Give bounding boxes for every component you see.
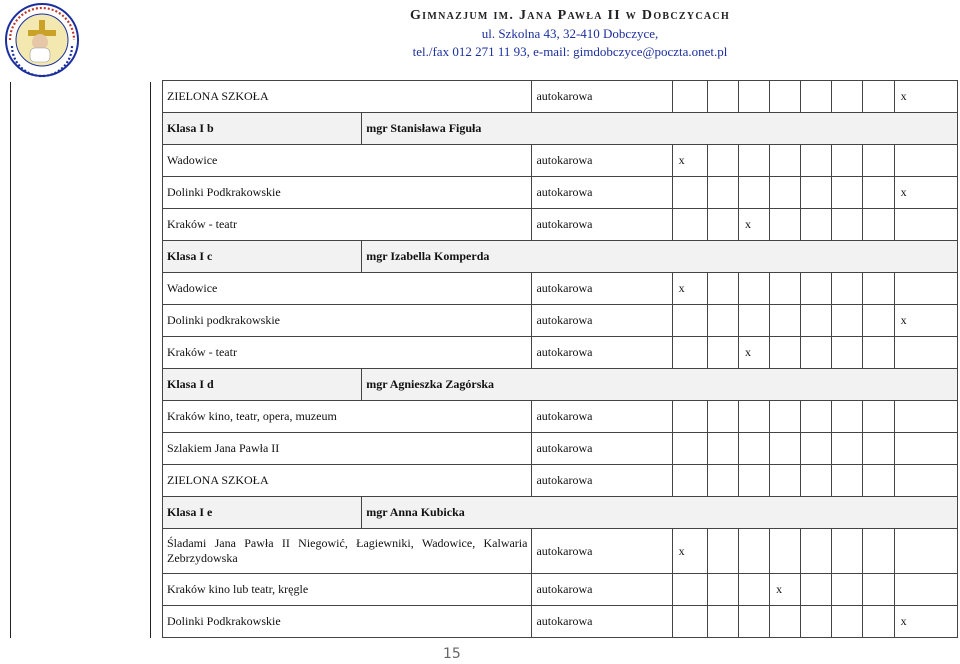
month-mark-cell: [707, 574, 738, 606]
month-mark-cell: [672, 337, 707, 369]
school-contact: tel./fax 012 271 11 93, e-mail: gimdobczyce@poczta.onet.pl: [412, 44, 728, 59]
month-mark-cell: [863, 177, 894, 209]
trip-destination: Kraków - teatr: [163, 209, 532, 241]
month-mark-cell: [801, 81, 832, 113]
class-teacher: mgr Stanisława Figuła: [362, 113, 958, 145]
month-mark-cell: [832, 433, 863, 465]
trip-row: [163, 305, 958, 337]
month-mark-cell: [738, 574, 769, 606]
month-mark-cell: [738, 401, 769, 433]
trip-transport: autokarowa: [532, 433, 672, 465]
month-mark-cell: [738, 465, 769, 497]
month-mark-cell: [863, 305, 894, 337]
trip-destination: Kraków - teatr: [163, 337, 532, 369]
trip-destination: Wadowice: [163, 145, 532, 177]
month-mark-cell: [770, 337, 801, 369]
month-mark-cell: [738, 606, 769, 638]
month-mark-cell: [707, 305, 738, 337]
month-mark-cell: [863, 145, 894, 177]
month-mark-cell: [801, 177, 832, 209]
month-mark-cell: [707, 433, 738, 465]
month-mark-cell: [863, 401, 894, 433]
month-mark-cell: [801, 305, 832, 337]
month-mark-cell: [770, 433, 801, 465]
month-mark-cell: [801, 606, 832, 638]
month-mark-cell: [894, 337, 957, 369]
month-mark-cell: [832, 401, 863, 433]
month-mark-cell: [832, 81, 863, 113]
trip-destination: Dolinki Podkrakowskie: [163, 606, 532, 638]
month-mark-cell: [894, 273, 957, 305]
trip-row: [163, 337, 958, 369]
trip-destination: ZIELONA SZKOŁA: [163, 81, 532, 113]
class-teacher: mgr Anna Kubicka: [362, 497, 958, 529]
month-mark-cell: [863, 81, 894, 113]
trip-destination: ZIELONA SZKOŁA: [163, 465, 532, 497]
month-mark-cell: [738, 145, 769, 177]
trip-row: [163, 273, 958, 305]
trip-destination: Kraków kino lub teatr, kręgle: [163, 574, 532, 606]
month-mark-cell: x: [894, 305, 957, 337]
month-mark-cell: [863, 337, 894, 369]
month-mark-cell: [770, 177, 801, 209]
month-mark-cell: [801, 273, 832, 305]
class-header-row: [163, 497, 958, 529]
margin-rule: [10, 82, 11, 638]
month-mark-cell: [832, 209, 863, 241]
month-mark-cell: [770, 401, 801, 433]
month-mark-cell: x: [894, 177, 957, 209]
trip-transport: autokarowa: [532, 401, 672, 433]
trip-transport: autokarowa: [532, 574, 672, 606]
month-mark-cell: [832, 145, 863, 177]
month-mark-cell: [672, 465, 707, 497]
month-mark-cell: x: [738, 209, 769, 241]
month-mark-cell: [832, 337, 863, 369]
month-mark-cell: [770, 305, 801, 337]
month-mark-cell: [832, 177, 863, 209]
month-mark-cell: [738, 81, 769, 113]
trip-transport: autokarowa: [532, 177, 672, 209]
class-teacher: mgr Izabella Komperda: [362, 241, 958, 273]
month-mark-cell: [738, 305, 769, 337]
month-mark-cell: [801, 529, 832, 574]
month-mark-cell: [801, 465, 832, 497]
month-mark-cell: [894, 401, 957, 433]
month-mark-cell: [672, 433, 707, 465]
month-mark-cell: x: [672, 529, 707, 574]
month-mark-cell: [707, 401, 738, 433]
month-mark-cell: [863, 433, 894, 465]
month-mark-cell: [770, 529, 801, 574]
trip-transport: autokarowa: [532, 337, 672, 369]
month-mark-cell: x: [672, 273, 707, 305]
month-mark-cell: [738, 529, 769, 574]
month-mark-cell: [801, 574, 832, 606]
month-mark-cell: [738, 177, 769, 209]
class-header-row: [163, 369, 958, 401]
trip-transport: autokarowa: [532, 273, 672, 305]
month-mark-cell: [863, 209, 894, 241]
trip-transport: autokarowa: [532, 305, 672, 337]
month-mark-cell: [672, 574, 707, 606]
month-mark-cell: [863, 574, 894, 606]
trip-transport: autokarowa: [532, 465, 672, 497]
trip-row: [163, 433, 958, 465]
month-mark-cell: x: [672, 145, 707, 177]
trip-row: [163, 145, 958, 177]
month-mark-cell: [832, 273, 863, 305]
month-mark-cell: [894, 465, 957, 497]
month-mark-cell: [707, 273, 738, 305]
month-mark-cell: [707, 606, 738, 638]
month-mark-cell: [801, 209, 832, 241]
page-number: 15: [443, 646, 461, 662]
month-mark-cell: [672, 606, 707, 638]
month-mark-cell: [894, 209, 957, 241]
trip-row: [163, 529, 958, 574]
month-mark-cell: [894, 574, 957, 606]
trip-destination: Kraków kino, teatr, opera, muzeum: [163, 401, 532, 433]
trip-destination: Dolinki podkrakowskie: [163, 305, 532, 337]
month-mark-cell: x: [894, 81, 957, 113]
month-mark-cell: [672, 177, 707, 209]
trip-transport: autokarowa: [532, 145, 672, 177]
month-mark-cell: [801, 433, 832, 465]
month-mark-cell: [770, 273, 801, 305]
trip-plan-table: [162, 80, 958, 638]
trip-row: [163, 81, 958, 113]
month-mark-cell: [770, 81, 801, 113]
month-mark-cell: [672, 209, 707, 241]
month-mark-cell: [801, 401, 832, 433]
month-mark-cell: [894, 433, 957, 465]
month-mark-cell: [832, 606, 863, 638]
month-mark-cell: [738, 273, 769, 305]
month-mark-cell: [832, 529, 863, 574]
month-mark-cell: [672, 401, 707, 433]
month-mark-cell: [863, 529, 894, 574]
margin-rule: [150, 82, 151, 638]
month-mark-cell: [738, 433, 769, 465]
month-mark-cell: [894, 529, 957, 574]
trip-row: [163, 177, 958, 209]
school-name: Gimnazjum im. Jana Pawła II w Dobczycach: [409, 8, 731, 23]
month-mark-cell: [894, 145, 957, 177]
month-mark-cell: [770, 465, 801, 497]
school-emblem-icon: [2, 2, 82, 78]
trip-row: [163, 465, 958, 497]
class-name: Klasa I c: [163, 241, 362, 273]
trip-transport: autokarowa: [532, 81, 672, 113]
month-mark-cell: x: [894, 606, 957, 638]
month-mark-cell: [832, 305, 863, 337]
month-mark-cell: [672, 81, 707, 113]
month-mark-cell: [863, 273, 894, 305]
trip-destination: Wadowice: [163, 273, 532, 305]
trip-transport: autokarowa: [532, 606, 672, 638]
month-mark-cell: [863, 606, 894, 638]
month-mark-cell: [832, 574, 863, 606]
month-mark-cell: [801, 337, 832, 369]
class-header-row: [163, 113, 958, 145]
trip-destination: Szlakiem Jana Pawła II: [163, 433, 532, 465]
trip-transport: autokarowa: [532, 209, 672, 241]
school-address: ul. Szkolna 43, 32-410 Dobczyce,: [481, 26, 659, 41]
trip-row: [163, 574, 958, 606]
month-mark-cell: [801, 145, 832, 177]
month-mark-cell: [707, 465, 738, 497]
month-mark-cell: [707, 209, 738, 241]
class-name: Klasa I e: [163, 497, 362, 529]
trip-row: [163, 401, 958, 433]
month-mark-cell: [832, 465, 863, 497]
class-teacher: mgr Agnieszka Zagórska: [362, 369, 958, 401]
month-mark-cell: [707, 81, 738, 113]
trip-row: [163, 209, 958, 241]
trip-destination: Dolinki Podkrakowskie: [163, 177, 532, 209]
month-mark-cell: [770, 145, 801, 177]
month-mark-cell: [672, 305, 707, 337]
class-header-row: [163, 241, 958, 273]
trip-destination: Śladami Jana Pawła II Niegowić, Łagiewniki, Wadowice, Kalwaria Zebrzydowska: [163, 529, 532, 574]
class-name: Klasa I d: [163, 369, 362, 401]
month-mark-cell: [707, 529, 738, 574]
letterhead: [180, 8, 960, 60]
month-mark-cell: [770, 209, 801, 241]
trip-row: [163, 606, 958, 638]
month-mark-cell: x: [738, 337, 769, 369]
class-name: Klasa I b: [163, 113, 362, 145]
month-mark-cell: [863, 465, 894, 497]
month-mark-cell: [707, 337, 738, 369]
month-mark-cell: x: [770, 574, 801, 606]
month-mark-cell: [707, 177, 738, 209]
month-mark-cell: [707, 145, 738, 177]
trip-transport: autokarowa: [532, 529, 672, 574]
month-mark-cell: [770, 606, 801, 638]
